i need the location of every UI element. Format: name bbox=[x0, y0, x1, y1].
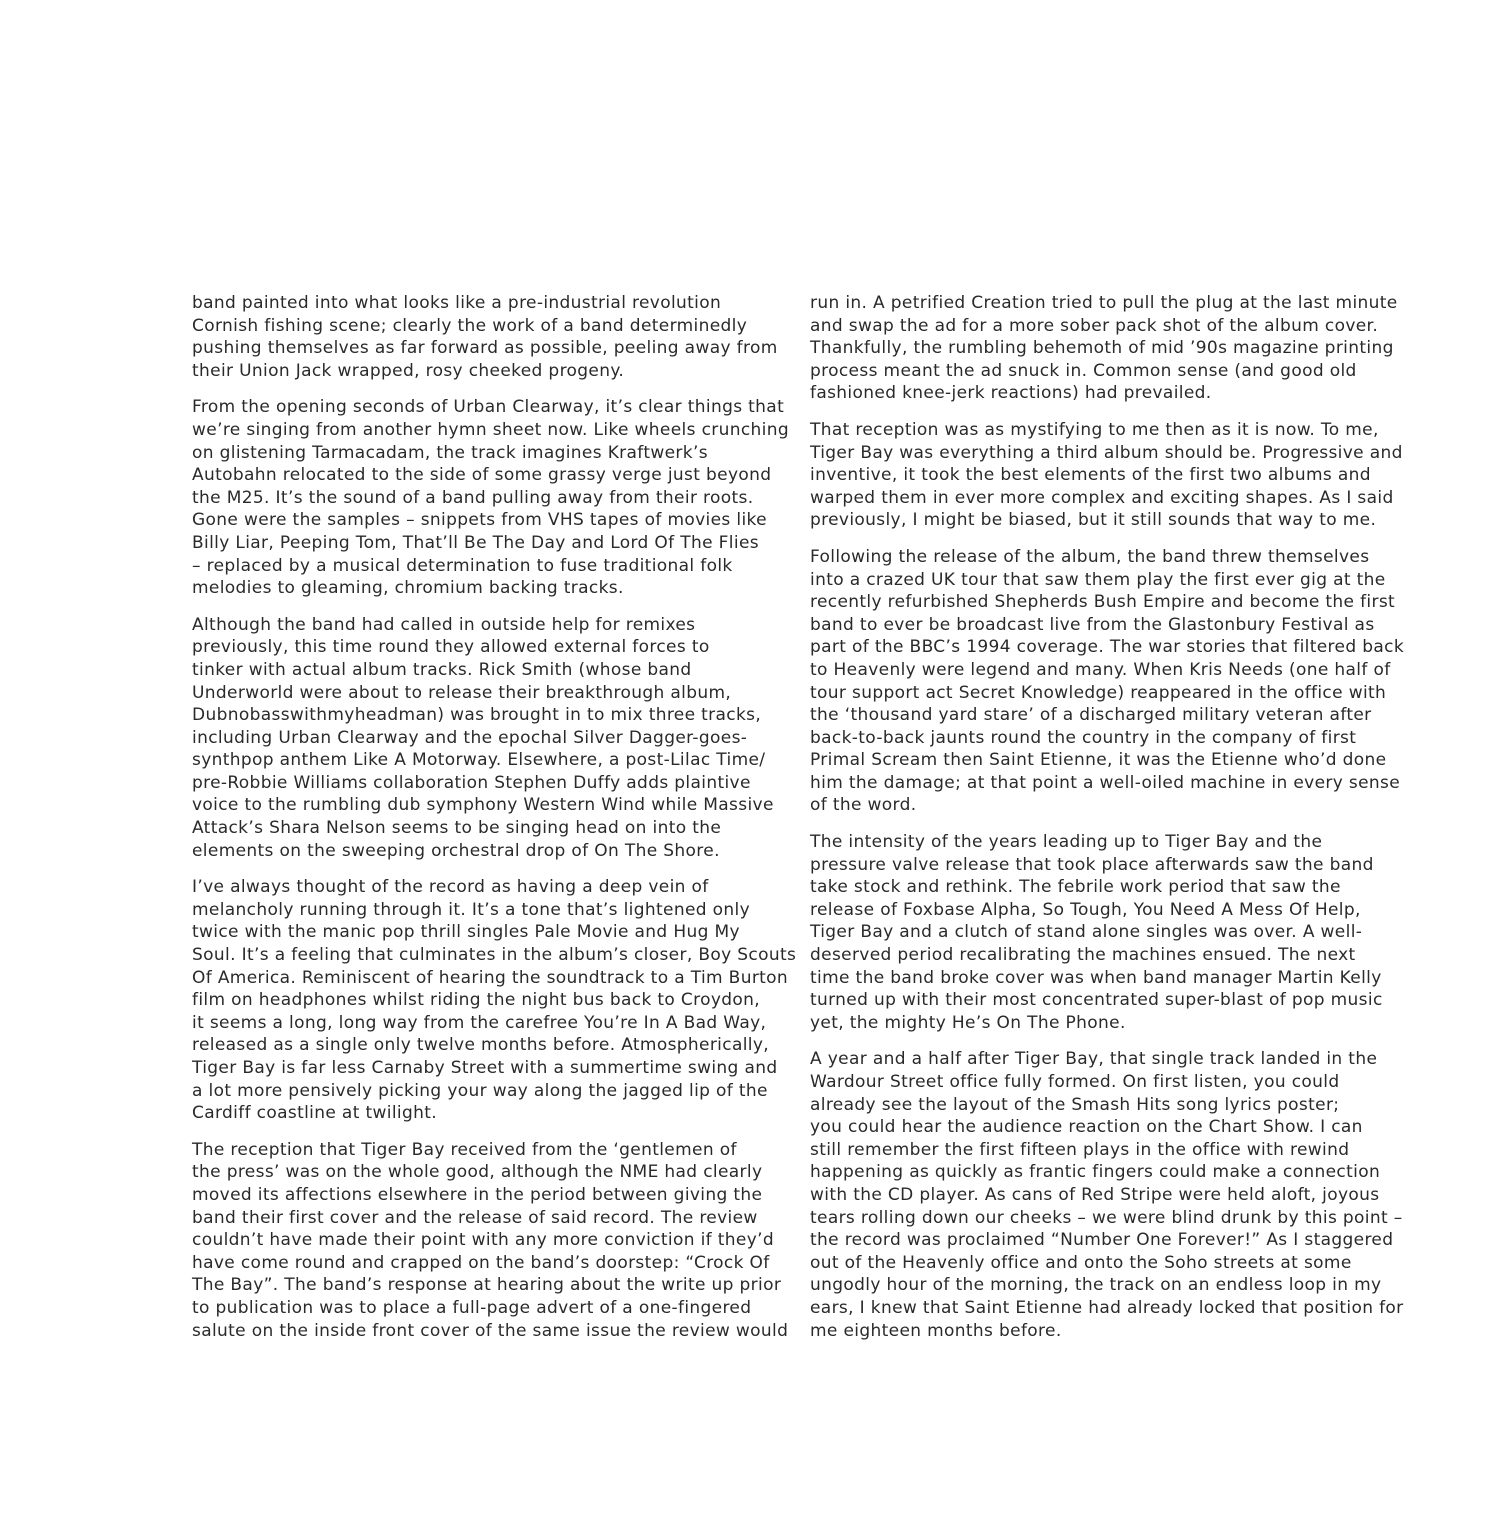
text-line: fashioned knee-jerk reactions) had prevailed. bbox=[810, 383, 1212, 404]
text-line: the M25. It’s the sound of a band pulling away from their roots. bbox=[192, 487, 754, 508]
text-line: Primal Scream then Saint Etienne, it was the Etienne who’d done bbox=[810, 750, 1387, 771]
text-line: Tiger Bay is far less Carnaby Street with a summertime swing and bbox=[192, 1058, 778, 1078]
text-line: band their first cover and the release of said record. The review bbox=[192, 1207, 758, 1228]
text-line: run in. A petrified Creation tried to pull the plug at the last minute bbox=[810, 293, 1398, 313]
text-line: already see the layout of the Smash Hits song lyrics poster; bbox=[810, 1094, 1340, 1115]
paragraph bbox=[810, 1048, 1410, 1342]
paragraph bbox=[192, 1139, 792, 1342]
text-line: me eighteen months before. bbox=[810, 1320, 1062, 1341]
text-line: previously, I might be biased, but it still sounds that way to me. bbox=[810, 510, 1377, 531]
text-line: Thankfully, the rumbling behemoth of mid ’90s magazine printing bbox=[810, 338, 1394, 359]
text-line: inventive, it took the best elements of the first two albums and bbox=[810, 465, 1371, 486]
text-line: melancholy running through it. It’s a tone that’s lightened only bbox=[192, 899, 751, 920]
text-line: on glistening Tarmacadam, the track imagines Kraftwerk’s bbox=[192, 442, 708, 463]
text-line: Attack’s Shara Nelson seems to be singing head on into the bbox=[192, 818, 722, 839]
text-line: Dubnobasswithmyheadman) was brought in to mix three tracks, bbox=[192, 705, 762, 726]
text-line: take stock and rethink. The febrile work period that saw the bbox=[810, 877, 1341, 898]
text-line: twice with the manic pop thrill singles Pale Movie and Hug My bbox=[192, 922, 740, 943]
text-line: pre-Robbie Williams collaboration Stephen Duffy adds plaintive bbox=[192, 772, 751, 793]
text-line: to Heavenly were legend and many. When Kris Needs (one half of bbox=[810, 659, 1391, 680]
text-line: the ‘thousand yard stare’ of a discharged military veteran after bbox=[810, 705, 1372, 726]
text-line: Gone were the samples – snippets from VHS tapes of movies like bbox=[192, 510, 767, 531]
text-line: The Bay”. The band’s response at hearing about the write up prior bbox=[192, 1275, 782, 1296]
text-line: voice to the rumbling dub symphony Western Wind while Massive bbox=[192, 795, 774, 816]
text-line: turned up with their most concentrated super-blast of pop music bbox=[810, 990, 1383, 1011]
text-line: Billy Liar, Peeping Tom, That’ll Be The Day and Lord Of The Flies bbox=[192, 532, 759, 553]
text-line: back-to-back jaunts round the country in the company of first bbox=[810, 727, 1357, 748]
text-line: Tiger Bay and a clutch of stand alone singles was over. A well- bbox=[810, 922, 1363, 943]
text-line: tinker with actual album tracks. Rick Smith (whose band bbox=[192, 659, 692, 680]
text-line: recently refurbished Shepherds Bush Empire and become the first bbox=[810, 592, 1396, 613]
text-line: – replaced by a musical determination to fuse traditional folk bbox=[192, 555, 733, 576]
text-line: Cornish fishing scene; clearly the work of a band determinedly bbox=[192, 315, 748, 336]
text-line: with the CD player. As cans of Red Stripe were held aloft, joyous bbox=[810, 1184, 1380, 1205]
text-line: ears, I knew that Saint Etienne had already locked that position for bbox=[810, 1297, 1404, 1318]
text-line: to publication was to place a full-page advert of a one-fingered bbox=[192, 1297, 752, 1318]
paragraph bbox=[192, 292, 792, 382]
text-line: Wardour Street office fully formed. On first listen, you could bbox=[810, 1072, 1340, 1092]
text-line: into a crazed UK tour that saw them play the first ever gig at the bbox=[810, 569, 1386, 590]
text-line: elements on the sweeping orchestral drop of On The Shore. bbox=[192, 840, 720, 861]
text-line: Soul. It’s a feeling that culminates in the album’s closer, Boy Scouts bbox=[192, 945, 797, 966]
text-line: of the word. bbox=[810, 795, 917, 816]
text-line: it seems a long, long way from the carefree You’re In A Bad Way, bbox=[192, 1012, 767, 1033]
text-line: Although the band had called in outside help for remixes bbox=[192, 614, 696, 635]
text-line: couldn’t have made their point with any more conviction if they’d bbox=[192, 1230, 775, 1251]
text-line: time the band broke cover was when band manager Martin Kelly bbox=[810, 967, 1382, 988]
text-line: released as a single only twelve months before. Atmospherically, bbox=[192, 1035, 770, 1056]
text-line: Cardiff coastline at twilight. bbox=[192, 1103, 437, 1124]
text-line: him the damage; at that point a well-oiled machine in every sense bbox=[810, 772, 1401, 793]
text-line: film on headphones whilst riding the night bus back to Croydon, bbox=[192, 990, 761, 1011]
paragraph bbox=[810, 831, 1410, 1034]
text-line: previously, this time round they allowed external forces to bbox=[192, 637, 710, 658]
text-line: process meant the ad snuck in. Common sense (and good old bbox=[810, 360, 1357, 381]
text-line: you could hear the audience reaction on the Chart Show. I can bbox=[810, 1117, 1363, 1138]
text-line: the record was proclaimed “Number One Forever!” As I staggered bbox=[810, 1230, 1394, 1251]
text-line: their Union Jack wrapped, rosy cheeked progeny. bbox=[192, 360, 625, 381]
text-line: Tiger Bay was everything a third album should be. Progressive and bbox=[810, 442, 1403, 463]
paragraph bbox=[810, 292, 1410, 405]
text-line: tour support act Secret Knowledge) reappeared in the office with bbox=[810, 682, 1387, 703]
text-line: still remember the first fifteen plays in the office with rewind bbox=[810, 1139, 1350, 1160]
paragraph bbox=[810, 419, 1410, 532]
text-line: have come round and crapped on the band’s doorstep: “Crock Of bbox=[192, 1252, 770, 1273]
text-line: we’re singing from another hymn sheet now. Like wheels crunching bbox=[192, 419, 790, 440]
text-line: synthpop anthem Like A Motorway. Elsewhere, a post-Lilac Time/ bbox=[192, 750, 766, 771]
text-line: pressure valve release that took place afterwards saw the band bbox=[810, 854, 1374, 875]
text-line: pushing themselves as far forward as possible, peeling away from bbox=[192, 338, 778, 359]
text-line: and swap the ad for a more sober pack shot of the album cover. bbox=[810, 315, 1379, 336]
text-line: yet, the mighty He’s On The Phone. bbox=[810, 1012, 1126, 1033]
text-line: That reception was as mystifying to me then as it is now. To me, bbox=[810, 419, 1379, 440]
text-line: Autobahn relocated to the side of some grassy verge just beyond bbox=[192, 465, 772, 486]
text-line: including Urban Clearway and the epochal Silver Dagger-goes- bbox=[192, 727, 748, 748]
text-line: part of the BBC’s 1994 coverage. The war stories that filtered back bbox=[810, 637, 1405, 658]
text-line: band painted into what looks like a pre-industrial revolution bbox=[192, 293, 722, 313]
text-line: I’ve always thought of the record as having a deep vein of bbox=[192, 877, 709, 898]
text-line: The intensity of the years leading up to Tiger Bay and the bbox=[810, 832, 1323, 853]
text-line: From the opening seconds of Urban Clearway, it’s clear things that bbox=[192, 397, 785, 418]
text-line: The reception that Tiger Bay received from the ‘gentlemen of bbox=[192, 1139, 737, 1160]
text-line: warped them in ever more complex and exciting shapes. As I said bbox=[810, 487, 1394, 508]
paragraph bbox=[192, 876, 797, 1125]
text-line: deserved period recalibrating the machines ensued. The next bbox=[810, 945, 1356, 966]
right-text-column bbox=[810, 292, 1410, 1356]
text-line: out of the Heavenly office and onto the Soho streets at some bbox=[810, 1252, 1352, 1273]
paragraph bbox=[192, 396, 792, 599]
text-line: melodies to gleaming, chromium backing tracks. bbox=[192, 578, 624, 599]
text-line: salute on the inside front cover of the same issue the review would bbox=[192, 1320, 789, 1341]
text-line: Of America. Reminiscent of hearing the soundtrack to a Tim Burton bbox=[192, 967, 789, 988]
text-line: the press’ was on the whole good, although the NME had clearly bbox=[192, 1162, 763, 1183]
text-line: tears rolling down our cheeks – we were blind drunk by this point – bbox=[810, 1207, 1403, 1228]
text-line: release of Foxbase Alpha, So Tough, You Need A Mess Of Help, bbox=[810, 899, 1361, 920]
text-line: A year and a half after Tiger Bay, that single track landed in the bbox=[810, 1049, 1378, 1070]
text-line: Following the release of the album, the band threw themselves bbox=[810, 546, 1370, 567]
text-line: moved its affections elsewhere in the period between giving the bbox=[192, 1184, 763, 1205]
paragraph bbox=[810, 546, 1410, 817]
paragraph bbox=[192, 614, 792, 863]
text-line: a lot more pensively picking your way along the jagged lip of the bbox=[192, 1080, 768, 1101]
text-line: happening as quickly as frantic fingers could make a connection bbox=[810, 1162, 1381, 1183]
text-line: band to ever be broadcast live from the Glastonbury Festival as bbox=[810, 614, 1375, 635]
text-line: Underworld were about to release their breakthrough album, bbox=[192, 682, 732, 703]
text-line: ungodly hour of the morning, the track on an endless loop in my bbox=[810, 1275, 1382, 1296]
left-text-column bbox=[192, 292, 797, 1356]
